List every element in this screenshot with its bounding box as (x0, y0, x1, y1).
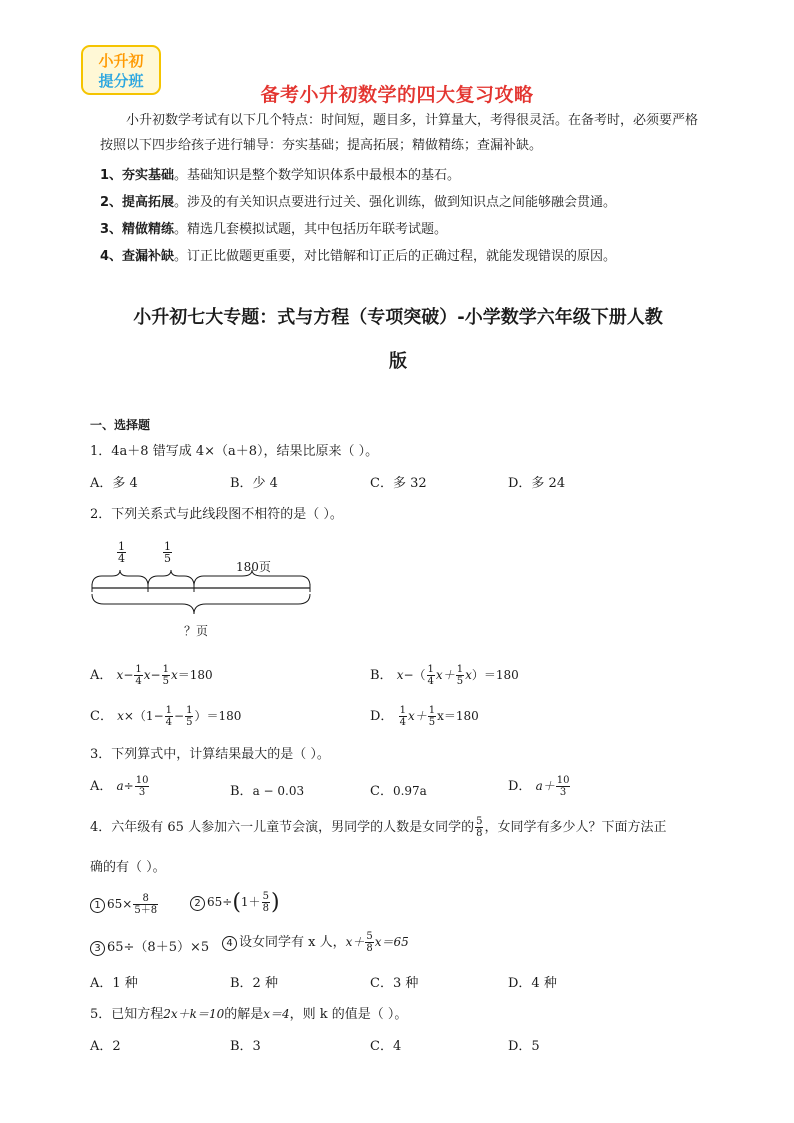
q4-option-b: B．2 种 (230, 976, 278, 991)
svg-text:提分班: 提分班 (98, 72, 144, 90)
segment-label-pages: 180页 (236, 560, 271, 574)
circled-number: 3 (90, 941, 105, 956)
equation: $\frac{1}{4}$ x＋ $\frac{1}{5}$ x＝180 (399, 705, 479, 728)
q3-option-c (370, 780, 427, 799)
option-label: D． (508, 779, 532, 794)
intro-item-text: 。订正比做题更重要，对比错解和订正后的正确过程，就能发现错误的原因。 (174, 249, 617, 264)
q1-stem: 1．4a＋8 错写成 4×（a＋8），结果比原来（ ）。 (90, 444, 379, 459)
q2-stem: 2．下列关系式与此线段图不相符的是（ ）。 (90, 507, 343, 522)
intro-item-4 (100, 245, 616, 264)
frac-num: 1 (164, 540, 171, 553)
q4-option-a: A．1 种 (90, 976, 138, 991)
equation: 2x＋k＝10 (163, 1007, 225, 1021)
brace-fifth (148, 570, 194, 586)
intro-item-text: 。涉及的有关知识点要进行过关、强化训练，做到知识点之间能够融会贯通。 (174, 195, 617, 210)
intro-item-lead: 1、夯实基础 (100, 168, 175, 183)
q4-stem (90, 816, 710, 839)
option-label: C． (90, 709, 113, 724)
q5-stem-text: 的解是 (224, 1007, 264, 1022)
q4-stem-text: ，女同学有多少人？下面方法正 (484, 820, 667, 835)
segment-label-quarter (116, 541, 127, 564)
expression: 65÷（8＋5）×5 (107, 940, 210, 955)
frac-den: 5 (164, 552, 171, 565)
intro-item-2 (100, 191, 616, 210)
segment-label-total: ？页 (184, 624, 209, 638)
svg-text:小升初: 小升初 (98, 52, 144, 70)
q4-method-2 (190, 890, 280, 915)
line-segment-diagram (86, 568, 318, 620)
q5-stem-text: ，则 k 的值是（ ）。 (289, 1007, 408, 1022)
option-label: B． (370, 668, 393, 683)
main-title (96, 296, 700, 384)
q2-option-b (370, 664, 519, 687)
circled-number: 1 (90, 898, 105, 913)
expression: a＋ $\frac{10}{3}$ (535, 775, 570, 798)
equation: x＋ $\frac{5}{8}$ x＝65 (345, 931, 409, 954)
intro-item-text: 。基础知识是整个数学知识体系中最根本的基石。 (174, 168, 461, 183)
frac-num: 1 (118, 540, 125, 553)
section-title: 一、选择题 (90, 418, 151, 432)
intro-item-lead: 4、查漏补缺 (100, 249, 175, 264)
option-label: B． (230, 784, 253, 799)
expression: 0.97a (392, 784, 427, 798)
equation: x×（1− $\frac{1}{4}$ − $\frac{1}{5}$ ）＝180 (117, 705, 242, 728)
main-title-line1: 小升初七大专题：式与方程（专项突破）-小学数学六年级下册人教 (133, 307, 663, 328)
q3-stem: 3．下列算式中，计算结果最大的是（ ）。 (90, 747, 330, 762)
circled-number: 4 (222, 936, 237, 951)
solution: x＝4 (263, 1007, 290, 1021)
brace-total (92, 594, 310, 614)
q3-option-a (90, 775, 150, 798)
q1-option-b: B．少 4 (230, 476, 278, 491)
q4-method-3 (90, 936, 209, 956)
q4-method-1 (90, 893, 159, 916)
q2-option-c (90, 705, 241, 728)
q4-fraction: $\frac{5}{8}$ (476, 816, 483, 839)
method-text: 设女同学有 x 人， (239, 935, 346, 950)
q4-option-c: C．3 种 (370, 976, 419, 991)
equation: x− $\frac{1}{4}$ x− $\frac{1}{5}$ x＝180 (116, 664, 213, 687)
banner-title: 备考小升初数学的四大复习攻略 (260, 84, 534, 106)
q4-stem-line2: 确的有（ ）。 (90, 860, 166, 875)
q3-option-b (230, 780, 304, 799)
q4-stem-text: 4．六年级有 65 人参加六一儿童节会演，男同学的人数是女同学的 (90, 820, 475, 835)
q5-option-d: D．5 (508, 1039, 540, 1054)
q5-option-a: A．2 (90, 1039, 121, 1054)
q5-option-b: B．3 (230, 1039, 261, 1054)
brace-pages (194, 570, 310, 586)
q5-stem (90, 1003, 407, 1022)
circled-number: 2 (190, 896, 205, 911)
frac-den: 4 (118, 552, 125, 565)
q5-option-c: C．4 (370, 1039, 402, 1054)
main-title-line2: 版 (389, 351, 407, 372)
q1-option-a: A．多 4 (90, 476, 138, 491)
option-label: A． (90, 668, 113, 683)
q5-stem-text: 5．已知方程 (90, 1007, 164, 1022)
option-label: D． (370, 709, 394, 724)
intro-item-lead: 2、提高拓展 (100, 195, 175, 210)
equation: x−（ $\frac{1}{4}$ x＋ $\frac{1}{5}$ x）＝180 (396, 664, 519, 687)
option-label: A． (90, 779, 113, 794)
q1-option-d: D．多 24 (508, 476, 566, 491)
option-label: C． (370, 784, 393, 799)
q2-option-a (90, 664, 213, 687)
intro-item-3 (100, 218, 447, 237)
intro-paragraph: 小升初数学考试有以下几个特点：时间短，题目多，计算量大，考得很灵活。在备考时，必须要严格按照以下四步给孩子进行辅导：夯实基础；提高拓展；精做精练；查漏补缺。 (100, 113, 699, 153)
expression: 65× $\frac{8}{5+8}$ (107, 893, 158, 916)
intro-item-1 (100, 164, 460, 183)
intro-item-text: 。精选几套模拟试题，其中包括历年联考试题。 (174, 222, 448, 237)
expression: a÷ $\frac{10}{3}$ (116, 775, 149, 798)
q2-option-d (370, 705, 479, 728)
q1-option-c: C．多 32 (370, 476, 427, 491)
brace-quarter (92, 570, 148, 586)
q3-option-d (508, 775, 571, 798)
intro-item-lead: 3、精做精练 (100, 222, 175, 237)
q4-option-d: D．4 种 (508, 976, 557, 991)
expression: a − 0.03 (252, 784, 305, 798)
q4-method-4 (222, 931, 409, 954)
expression: 65÷(1＋ $\frac{5}{8}$ ) (207, 890, 280, 915)
segment-label-fifth (162, 541, 173, 564)
